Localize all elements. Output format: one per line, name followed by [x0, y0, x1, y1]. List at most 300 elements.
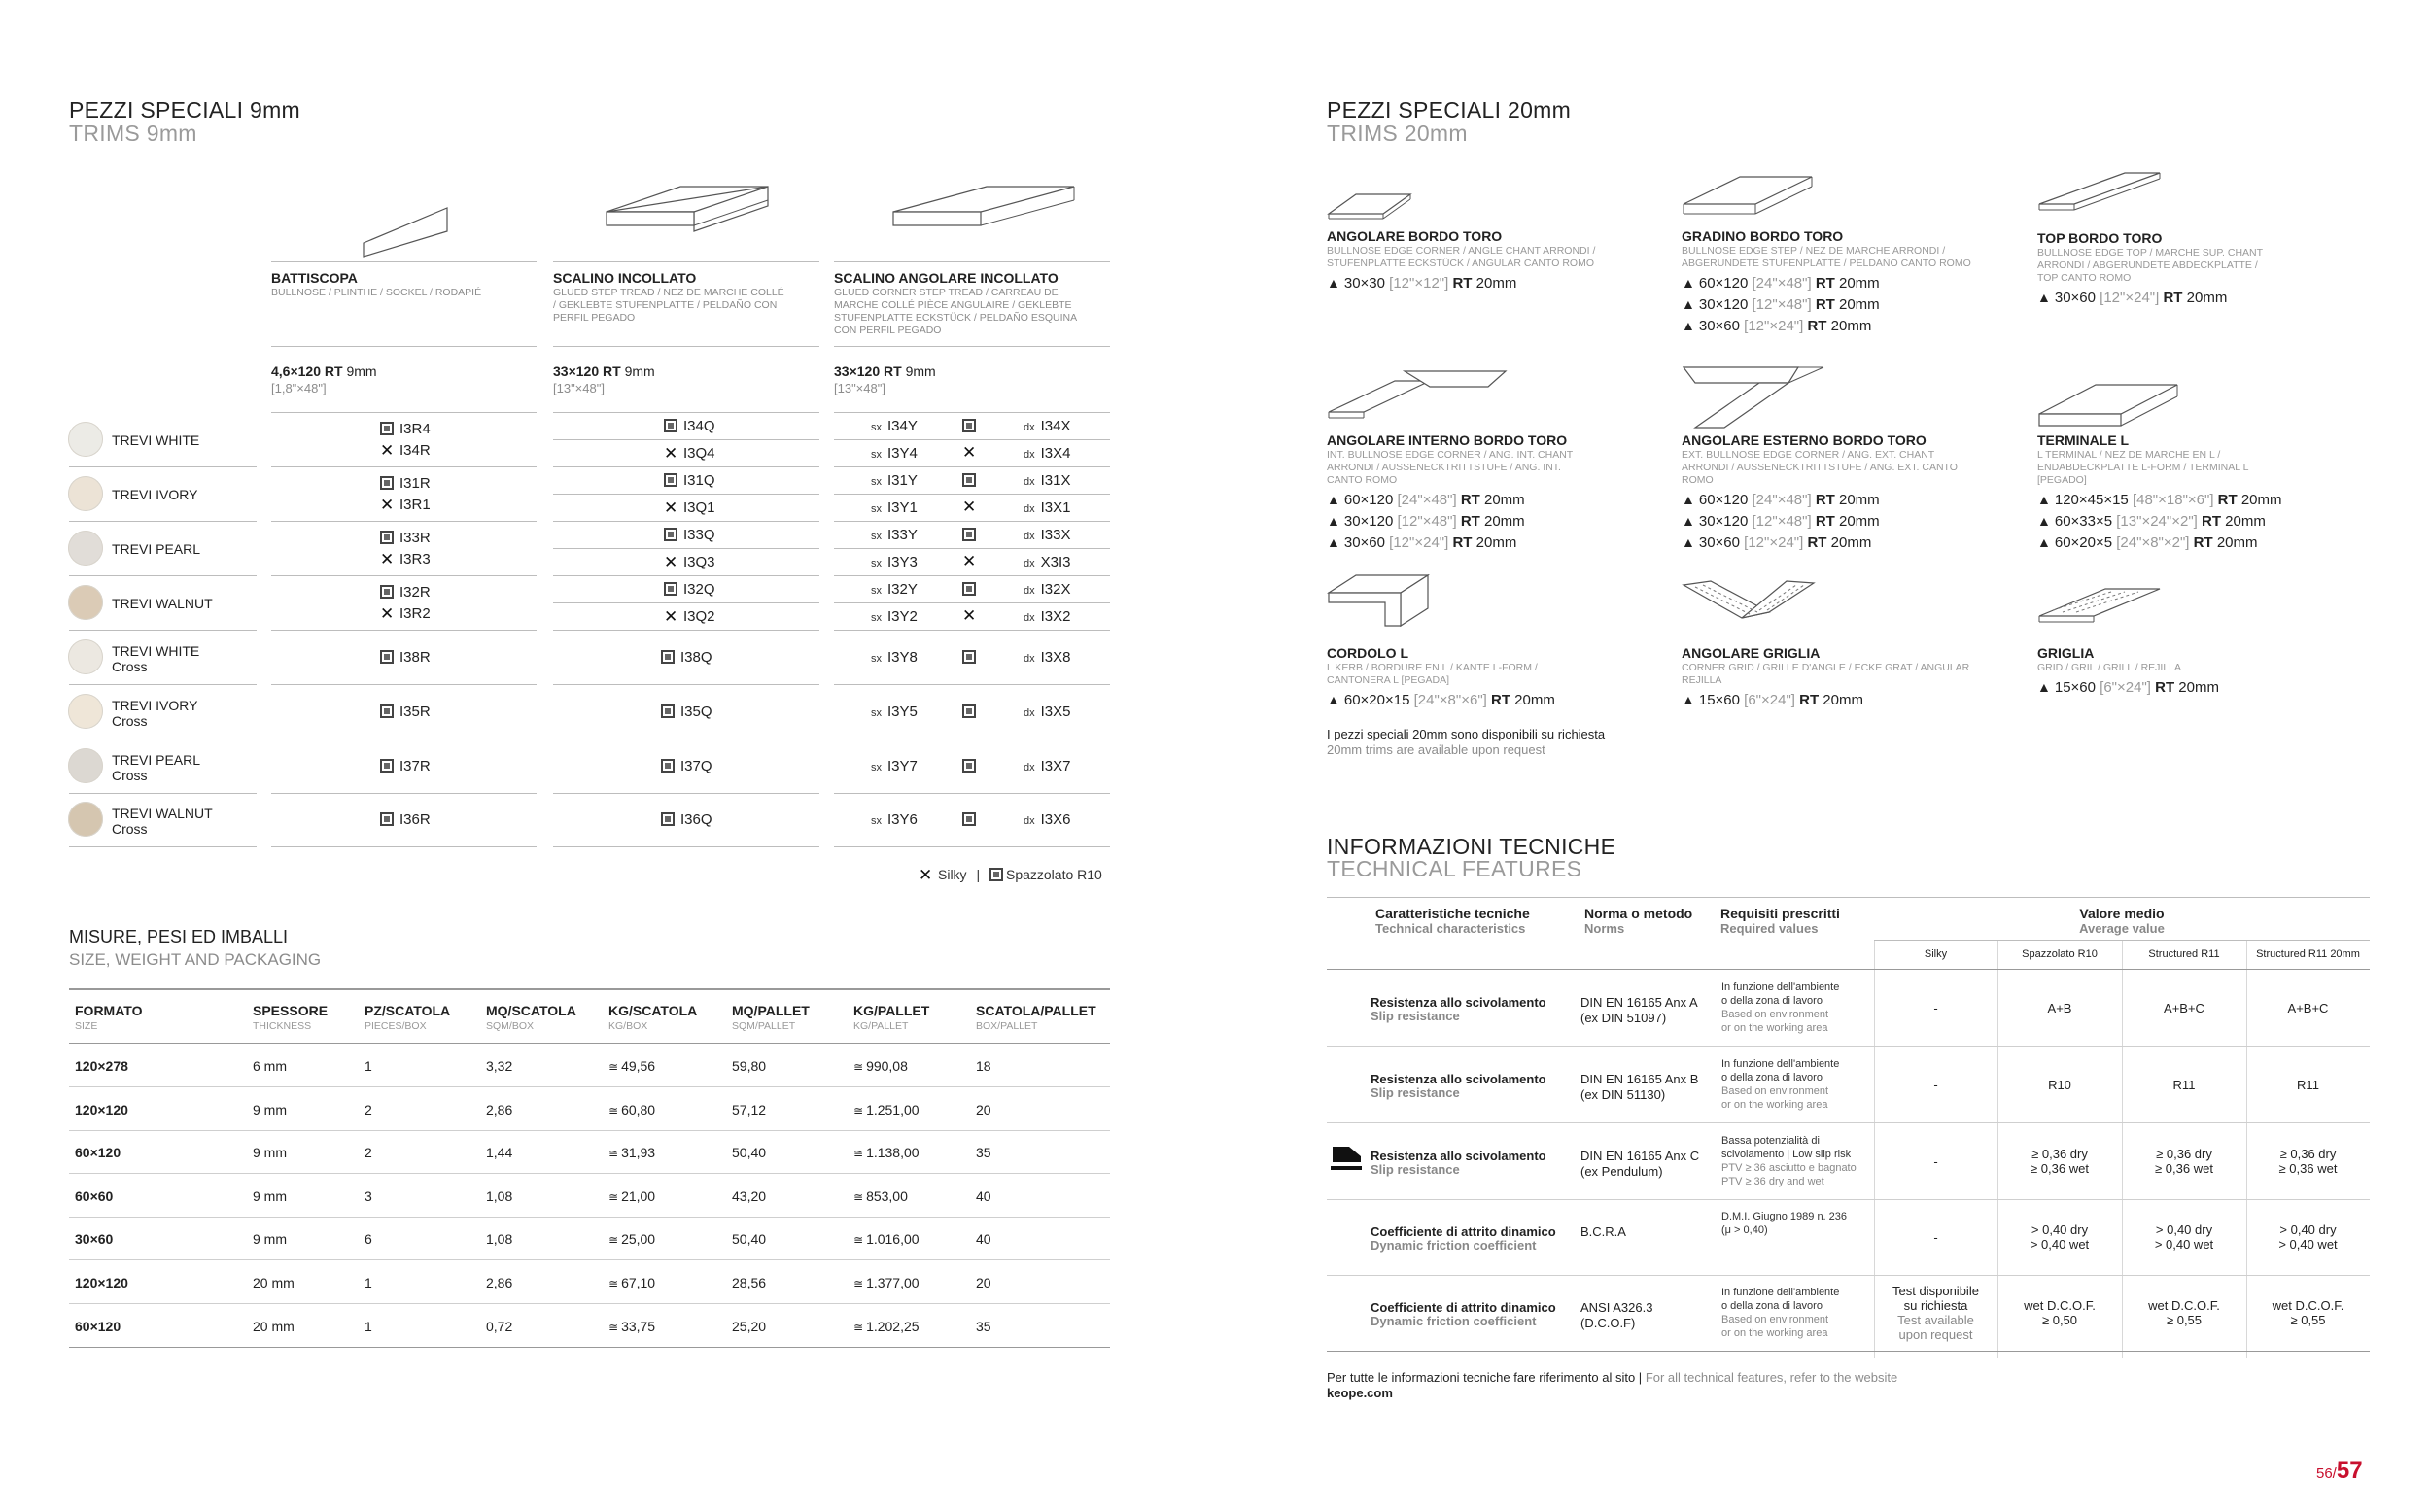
corner-code: dx X3I3	[1024, 554, 1071, 570]
trim20-size: ▲ 60×33×5 [13"×24"×2"] RT 20mm	[2037, 513, 2266, 530]
pack-cell: 3,32	[486, 1058, 513, 1074]
footer-note: Per tutte le informazioni tecniche fare riferimento al sito | For all technical features, refer to the website	[1327, 1370, 1898, 1385]
pack-header-en: KG/PALLET	[853, 1020, 909, 1032]
corner-code: sx I3Y3	[871, 554, 918, 570]
tech-value: Test disponibile su richiesta Test available upon request	[1892, 1284, 1979, 1342]
silky-icon: ✕	[664, 553, 678, 571]
row-rule	[553, 630, 819, 631]
tech-norm: DIN EN 16165 Anx C	[1580, 1149, 1700, 1163]
tech-req: o della zona di lavoro	[1721, 1072, 1822, 1083]
pack-cell: ≅ 60,80	[608, 1101, 656, 1117]
tech-norm: DIN EN 16165 Anx B	[1580, 1072, 1699, 1086]
tech-value: ≥ 0,36 dry ≥ 0,36 wet	[2031, 1147, 2089, 1176]
row-rule	[69, 575, 257, 576]
packaging-top-rule	[69, 988, 1110, 990]
trim20-desc: CANTONERA L [PEGADA]	[1327, 674, 1450, 686]
trim20-desc: EXT. BULLNOSE EDGE CORNER / ANG. EXT. CHANT	[1682, 449, 1935, 461]
pack-header-en: SQM/PALLET	[732, 1020, 796, 1032]
row-rule	[271, 412, 537, 413]
scalino-angolare-illustration	[889, 183, 1084, 260]
trim20-desc: BULLNOSE EDGE CORNER / ANGLE CHANT ARRONDI /	[1327, 245, 1596, 257]
col-scalino-size: 33×120 RT 9mm	[553, 363, 655, 379]
pack-cell: ≅ 1.016,00	[853, 1231, 920, 1248]
tech-norm: B.C.R.A	[1580, 1224, 1626, 1239]
scalino-code: I31Q	[664, 472, 715, 489]
corner-code: sx I3Y5	[871, 704, 918, 720]
gradino-bordo-toro-illustration	[1682, 175, 1818, 222]
silky-icon: ✕	[962, 552, 977, 570]
trim20-size: ▲ 30×60 [12"×24"] RT 20mm	[2037, 290, 2228, 306]
scalino-code: I38Q	[661, 649, 712, 666]
tech-req: or on the working area	[1721, 1099, 1828, 1111]
trim20-size: ▲ 60×120 [24"×48"] RT 20mm	[1682, 492, 1880, 508]
tech-value: ≥ 0,36 dry ≥ 0,36 wet	[2278, 1147, 2338, 1176]
pack-cell: 28,56	[732, 1275, 767, 1290]
battiscopa-code: I33R	[380, 530, 431, 546]
row-name: TREVI WHITE	[112, 432, 200, 448]
trim20-size: ▲ 30×60 [12"×24"] RT 20mm	[1327, 534, 1517, 551]
pack-cell: 20	[976, 1101, 991, 1117]
tech-title: INFORMAZIONI TECNICHE	[1327, 834, 1616, 859]
triangle-icon: ▲	[1682, 534, 1695, 550]
trim20-size: ▲ 30×120 [12"×48"] RT 20mm	[1682, 513, 1880, 530]
silky-icon: ✕	[380, 441, 395, 460]
tech-value: R10	[2048, 1077, 2071, 1092]
row-rule	[69, 521, 257, 522]
scalino-code: ✕ I3Q4	[664, 444, 715, 463]
corner-code: sx I3Y1	[871, 499, 918, 516]
trim20-size: ▲ 30×60 [12"×24"] RT 20mm	[1682, 318, 1872, 334]
corner-code: sx I3Y6	[871, 811, 918, 828]
pack-cell: 60×60	[75, 1187, 114, 1204]
row-rule	[69, 466, 257, 467]
spazzolato-icon	[661, 650, 675, 664]
trim20-desc: ROMO	[1682, 474, 1714, 486]
tech-req: PTV ≥ 36 asciutto e bagnato	[1721, 1162, 1857, 1174]
tech-rule	[1327, 1199, 2370, 1200]
row-rule	[553, 548, 819, 549]
tech-norm: (ex DIN 51130)	[1580, 1087, 1666, 1102]
pack-cell: ≅ 1.202,25	[853, 1318, 920, 1334]
battiscopa-code: I37R	[380, 758, 431, 774]
battiscopa-code: I38R	[380, 649, 431, 666]
tech-req: (μ > 0,40)	[1721, 1224, 1768, 1236]
pack-cell: 2	[364, 1145, 372, 1161]
silky-icon: ✕	[380, 604, 395, 623]
spazzolato-icon	[380, 585, 394, 599]
tech-sub-header: Structured R11	[2148, 948, 2220, 960]
trim20-desc: ENDABDECKPLATTE L-FORM / TERMINAL L	[2037, 462, 2249, 473]
triangle-icon: ▲	[2037, 513, 2051, 529]
tech-rule	[1327, 969, 2370, 970]
triangle-icon: ▲	[1327, 534, 1340, 550]
tech-req: Based on environment	[1721, 1009, 1829, 1020]
col-scalino-title: SCALINO INCOLLATO	[553, 270, 697, 286]
scalino-illustration	[603, 183, 778, 260]
trim20-size: ▲ 60×20×5 [24"×8"×2"] RT 20mm	[2037, 534, 2258, 551]
trim20-size: ▲ 30×60 [12"×24"] RT 20mm	[1682, 534, 1872, 551]
row-rule	[834, 412, 1110, 413]
tech-char-en: Dynamic friction coefficient	[1371, 1238, 1537, 1253]
corner-code: dx I3X5	[1024, 704, 1071, 720]
scalino-code: I36Q	[661, 811, 712, 828]
tech-req: Based on environment	[1721, 1314, 1829, 1325]
scalino-code: I33Q	[664, 527, 715, 543]
tech-sub-header: Structured R11 20mm	[2256, 948, 2360, 960]
corner-code: dx I32X	[1024, 581, 1071, 598]
tech-value: > 0,40 dry > 0,40 wet	[2154, 1222, 2214, 1252]
spazzolato-icon	[962, 473, 976, 487]
triangle-icon: ▲	[2037, 679, 2051, 695]
page-number: 56/57	[2316, 1458, 2363, 1484]
scalino-code: I37Q	[661, 758, 712, 774]
trim20-size: ▲ 60×120 [24"×48"] RT 20mm	[1327, 492, 1525, 508]
note-it: I pezzi speciali 20mm sono disponibili su richiesta	[1327, 727, 1606, 741]
silky-icon: ✕	[664, 444, 678, 463]
spazzolato-icon	[380, 704, 394, 718]
tech-value: R11	[2297, 1077, 2319, 1092]
pack-rule	[69, 1043, 1110, 1044]
pack-header: MQ/SCATOLA	[486, 1003, 576, 1018]
packaging-title: MISURE, PESI ED IMBALLI	[69, 927, 289, 946]
trim20-desc: INT. BULLNOSE EDGE CORNER / ANG. INT. CHANT	[1327, 449, 1574, 461]
pack-header-en: THICKNESS	[253, 1020, 312, 1032]
swatch	[68, 476, 103, 511]
col-scalino-inch: [13"×48"]	[553, 381, 605, 395]
spazzolato-icon	[664, 582, 677, 596]
col-battiscopa-inch: [1,8"×48"]	[271, 381, 327, 395]
pack-cell: 20 mm	[253, 1275, 295, 1290]
pack-rule	[69, 1217, 1110, 1218]
pack-header-en: SIZE	[75, 1020, 98, 1032]
trim20-title: ANGOLARE GRIGLIA	[1682, 645, 1821, 661]
pack-cell: 9 mm	[253, 1231, 287, 1248]
tech-norm: DIN EN 16165 Anx A	[1580, 995, 1698, 1010]
swatch	[68, 694, 103, 729]
tech-char: Resistenza allo scivolamento	[1371, 1072, 1546, 1086]
trim20-size: ▲ 15×60 [6"×24"] RT 20mm	[2037, 679, 2219, 696]
corner-code: dx I33X	[1024, 527, 1071, 543]
pack-cell: 40	[976, 1231, 991, 1248]
angolare-bordo-toro-illustration	[1327, 192, 1414, 222]
pack-cell: 120×278	[75, 1058, 128, 1074]
tech-req: In funzione dell'ambiente	[1721, 1058, 1840, 1070]
pack-cell: 59,80	[732, 1058, 767, 1074]
battiscopa-code: I31R	[380, 475, 431, 492]
corner-code: sx I3Y8	[871, 649, 918, 666]
spazzolato-icon	[380, 476, 394, 490]
tech-value: -	[1933, 1153, 1938, 1169]
triangle-icon: ▲	[2037, 492, 2051, 507]
row-rule	[553, 684, 819, 685]
pack-cell: 2,86	[486, 1101, 513, 1117]
pack-cell: 50,40	[732, 1231, 767, 1248]
pack-rule	[69, 1173, 1110, 1174]
row-rule	[834, 575, 1110, 576]
page-subtitle-right: TRIMS 20mm	[1327, 120, 1468, 146]
spazzolato-icon	[962, 528, 976, 541]
spazzolato-icon	[380, 812, 394, 826]
pack-header: MQ/PALLET	[732, 1003, 810, 1018]
scalino-code: ✕ I3Q1	[664, 498, 715, 517]
footer-site[interactable]: keope.com	[1327, 1386, 1393, 1400]
tech-char: Resistenza allo scivolamento	[1371, 1149, 1546, 1163]
col-angolare-title: SCALINO ANGOLARE INCOLLATO	[834, 270, 1059, 286]
tech-value: wet D.C.O.F. ≥ 0,55	[2148, 1298, 2220, 1327]
angolare-esterno-illustration	[1682, 361, 1827, 433]
triangle-icon: ▲	[1682, 296, 1695, 312]
tech-req: o della zona di lavoro	[1721, 1300, 1822, 1312]
battiscopa-code: I3R4	[380, 421, 431, 437]
page-title-right: PEZZI SPECIALI 20mm	[1327, 97, 1572, 122]
row-rule	[69, 630, 257, 631]
row-name: TREVI WALNUT	[112, 596, 213, 611]
tech-h-avg-en: Average value	[2079, 921, 2165, 936]
tech-value: -	[1933, 1229, 1938, 1245]
corner-code: sx I34Y	[871, 418, 918, 434]
col-angolare-inch: [13"×48"]	[834, 381, 885, 395]
corner-code: sx I31Y	[871, 472, 918, 489]
battiscopa-code: ✕ I34R	[380, 441, 431, 460]
row-rule	[271, 466, 537, 467]
corner-code: dx I31X	[1024, 472, 1071, 489]
pack-header-en: BOX/PALLET	[976, 1020, 1038, 1032]
scalino-code: I32Q	[664, 581, 715, 598]
tech-char: Coefficiente di attrito dinamico	[1371, 1300, 1556, 1315]
triangle-icon: ▲	[2037, 534, 2051, 550]
corner-code: dx I3X6	[1024, 811, 1071, 828]
legend: ✕ Silky | Spazzolato R10	[919, 866, 1102, 884]
scalino-code: I35Q	[661, 704, 712, 720]
col-rule	[834, 261, 1110, 262]
pack-cell: 1,08	[486, 1187, 513, 1204]
silky-icon: ✕	[962, 606, 977, 625]
spazzolato-icon	[664, 419, 677, 432]
trim20-desc: ARRONDI / AUSSENECKTRITTSTUFE / ANG. INT.	[1327, 462, 1561, 473]
row-rule	[553, 602, 819, 603]
trim20-desc: REJILLA	[1682, 674, 1722, 686]
row-name: TREVI WALNUT Cross	[112, 806, 213, 837]
pack-cell: 1,08	[486, 1231, 513, 1248]
pack-header: PZ/SCATOLA	[364, 1003, 451, 1018]
tech-norm: (ex DIN 51097)	[1580, 1011, 1667, 1025]
col-angolare-desc: MARCHE COLLÉ PIÈCE ANGULAIRE / GEKLEBTE	[834, 299, 1072, 311]
silky-icon: ✕	[962, 498, 977, 516]
row-rule	[834, 684, 1110, 685]
spazzolato-icon	[380, 422, 394, 435]
row-name: TREVI PEARL	[112, 541, 201, 557]
triangle-icon: ▲	[2037, 290, 2051, 305]
col-angolare-size: 33×120 RT 9mm	[834, 363, 936, 379]
tech-char: Coefficiente di attrito dinamico	[1371, 1224, 1556, 1239]
tech-value: R11	[2172, 1077, 2196, 1092]
battiscopa-illustration	[360, 204, 457, 262]
row-name: TREVI IVORY	[112, 487, 198, 502]
silky-icon: ✕	[380, 550, 395, 568]
pack-cell: ≅ 1.138,00	[853, 1145, 920, 1161]
pack-cell: 35	[976, 1318, 991, 1334]
col-battiscopa-title: BATTISCOPA	[271, 270, 358, 286]
spazzolato-icon	[664, 473, 677, 487]
pack-cell: 120×120	[75, 1101, 128, 1117]
pack-header-en: PIECES/BOX	[364, 1020, 427, 1032]
pack-cell: 9 mm	[253, 1101, 287, 1117]
scalino-code: I34Q	[664, 418, 715, 434]
tech-req: scivolamento | Low slip risk	[1721, 1149, 1852, 1160]
pack-header: KG/SCATOLA	[608, 1003, 698, 1018]
swatch	[68, 748, 103, 783]
row-rule	[834, 466, 1110, 467]
tech-rule	[1327, 1351, 2370, 1352]
row-rule	[69, 793, 257, 794]
battiscopa-code: ✕ I3R2	[380, 604, 431, 623]
trim20-size: ▲ 15×60 [6"×24"] RT 20mm	[1682, 692, 1863, 708]
pack-rule	[69, 1303, 1110, 1304]
trim20-desc: CANTO ROMO	[1327, 474, 1398, 486]
pack-cell: 60×120	[75, 1145, 122, 1161]
battiscopa-code: I36R	[380, 811, 431, 828]
note-en: 20mm trims are available upon request	[1327, 742, 1545, 757]
pack-cell: 2	[364, 1101, 372, 1117]
tech-top-rule	[1327, 897, 2370, 898]
pack-cell: 1	[364, 1318, 372, 1334]
row-rule	[69, 846, 257, 847]
spazzolato-icon	[962, 759, 976, 773]
corner-code: sx I32Y	[871, 581, 918, 598]
pack-cell: 2,86	[486, 1275, 513, 1290]
pack-cell: ≅ 21,00	[608, 1187, 656, 1204]
tech-value: > 0,40 dry > 0,40 wet	[2030, 1222, 2090, 1252]
tech-rule	[1327, 1275, 2370, 1276]
tech-value: -	[1933, 1000, 1938, 1015]
tech-req: or on the working area	[1721, 1327, 1828, 1339]
spazzolato-icon	[962, 812, 976, 826]
pack-rule	[69, 1130, 1110, 1131]
trim20-size: ▲ 30×120 [12"×48"] RT 20mm	[1682, 296, 1880, 313]
corner-code: dx I3X2	[1024, 608, 1071, 625]
silky-icon: ✕	[664, 498, 678, 517]
row-rule	[553, 521, 819, 522]
trim20-desc: TOP CANTO ROMO	[2037, 272, 2132, 284]
scalino-code: ✕ I3Q2	[664, 607, 715, 626]
row-rule	[271, 684, 537, 685]
spazzolato-icon	[989, 868, 1003, 881]
row-rule	[553, 466, 819, 467]
pack-cell: ≅ 1.377,00	[853, 1275, 920, 1290]
terminale-l-illustration	[2037, 381, 2183, 430]
triangle-icon: ▲	[1682, 318, 1695, 333]
tech-value: > 0,40 dry > 0,40 wet	[2278, 1222, 2338, 1252]
spazzolato-icon	[661, 759, 675, 773]
col-angolare-desc: GLUED CORNER STEP TREAD / CARREAU DE	[834, 287, 1059, 298]
pack-cell: 0,72	[486, 1318, 513, 1334]
angolare-interno-illustration	[1327, 367, 1511, 426]
tech-value: wet D.C.O.F. ≥ 0,50	[2024, 1298, 2096, 1327]
pack-cell: ≅ 1.251,00	[853, 1101, 920, 1117]
trim20-size: ▲ 30×30 [12"×12"] RT 20mm	[1327, 275, 1517, 292]
col-rule	[553, 261, 819, 262]
row-rule	[553, 793, 819, 794]
battiscopa-code: ✕ I3R1	[380, 496, 431, 514]
trim20-size: ▲ 30×120 [12"×48"] RT 20mm	[1327, 513, 1525, 530]
pack-header: SCATOLA/PALLET	[976, 1003, 1096, 1018]
col-battiscopa-size: 4,6×120 RT 9mm	[271, 363, 377, 379]
pack-cell: 6 mm	[253, 1058, 287, 1074]
trim20-desc: CORNER GRID / GRILLE D'ANGLE / ECKE GRAT / ANGULAR	[1682, 662, 1970, 673]
tech-h-norm: Norma o metodo	[1584, 906, 1693, 921]
spazzolato-icon	[661, 704, 675, 718]
pack-cell: ≅ 67,10	[608, 1275, 656, 1290]
corner-code: sx I3Y7	[871, 758, 918, 774]
pack-header: FORMATO	[75, 1003, 143, 1018]
row-rule	[834, 602, 1110, 603]
pack-cell: 20	[976, 1275, 991, 1290]
row-rule	[553, 846, 819, 847]
corner-code: sx I3Y2	[871, 608, 918, 625]
pack-cell: 6	[364, 1231, 372, 1248]
pack-rule	[69, 1259, 1110, 1260]
tech-req: Based on environment	[1721, 1085, 1829, 1097]
tech-norm: ANSI A326.3	[1580, 1300, 1653, 1315]
pack-header-en: KG/BOX	[608, 1020, 648, 1032]
row-rule	[834, 793, 1110, 794]
pack-cell: 57,12	[732, 1101, 767, 1117]
pack-cell: ≅ 31,93	[608, 1145, 656, 1161]
tech-subtitle: TECHNICAL FEATURES	[1327, 856, 1582, 881]
corner-code: dx I34X	[1024, 418, 1071, 434]
pack-cell: 40	[976, 1187, 991, 1204]
pack-cell: ≅ 853,00	[853, 1187, 908, 1204]
pack-cell: 3	[364, 1187, 372, 1204]
trim20-desc: BULLNOSE EDGE STEP / NEZ DE MARCHE ARRONDI /	[1682, 245, 1946, 257]
triangle-icon: ▲	[1682, 692, 1695, 707]
row-rule	[834, 521, 1110, 522]
pack-cell: 18	[976, 1058, 991, 1074]
row-name: TREVI WHITE Cross	[112, 643, 200, 674]
row-rule	[271, 630, 537, 631]
tech-char-en: Slip resistance	[1371, 1009, 1460, 1023]
trim20-title: TOP BORDO TORO	[2037, 230, 2163, 246]
tech-norm: (ex Pendulum)	[1580, 1164, 1663, 1179]
tech-value: wet D.C.O.F. ≥ 0,55	[2272, 1298, 2344, 1327]
pack-cell: 50,40	[732, 1145, 767, 1161]
pack-rule	[69, 1086, 1110, 1087]
pack-cell: 30×60	[75, 1231, 114, 1248]
spazzolato-icon	[962, 419, 976, 432]
pack-cell: 1,44	[486, 1145, 513, 1161]
tech-value: -	[1933, 1077, 1938, 1092]
tech-req: In funzione dell'ambiente	[1721, 981, 1840, 993]
trim20-desc: [PEGADO]	[2037, 474, 2087, 486]
pack-cell: 9 mm	[253, 1187, 287, 1204]
trim20-title: ANGOLARE ESTERNO BORDO TORO	[1682, 432, 1927, 448]
spazzolato-icon	[664, 528, 677, 541]
pack-header: SPESSORE	[253, 1003, 329, 1018]
tech-rule	[1327, 1122, 2370, 1123]
trim20-size: ▲ 120×45×15 [48"×18"×6"] RT 20mm	[2037, 492, 2282, 508]
tech-value: A+B+C	[2287, 1000, 2329, 1015]
tech-h-req: Requisiti prescritti	[1720, 906, 1840, 921]
pack-cell: 25,20	[732, 1318, 767, 1334]
triangle-icon: ▲	[1327, 275, 1340, 291]
pack-cell: 60×120	[75, 1318, 122, 1334]
silky-icon: ✕	[664, 607, 678, 626]
row-rule	[834, 548, 1110, 549]
trim20-title: TERMINALE L	[2037, 432, 2130, 448]
tech-value: ≥ 0,36 dry ≥ 0,36 wet	[2155, 1147, 2213, 1176]
page-title-left: PEZZI SPECIALI 9mm	[69, 97, 301, 122]
trim20-title: CORDOLO L	[1327, 645, 1408, 661]
